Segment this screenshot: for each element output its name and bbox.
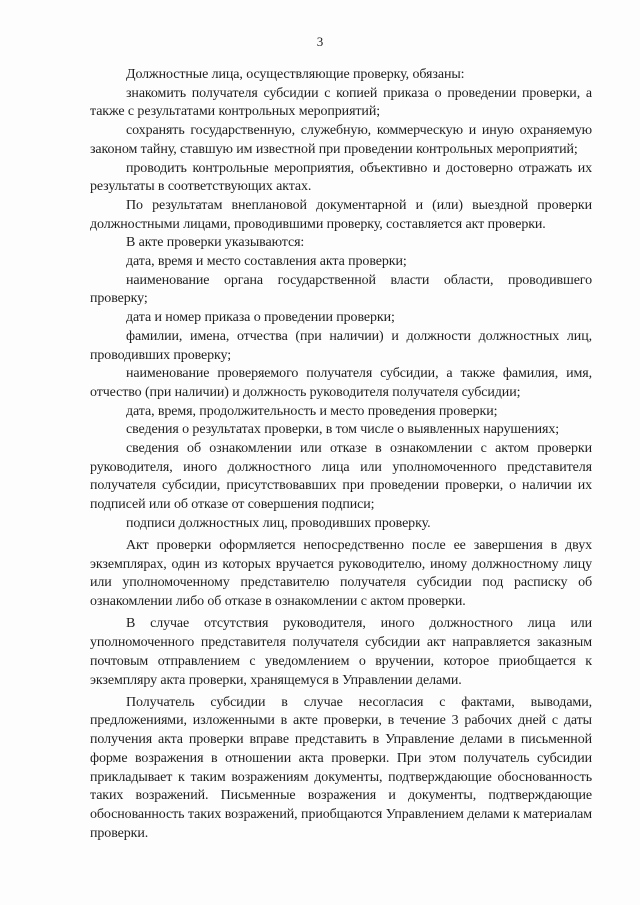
document-body xyxy=(90,66,592,843)
paragraph-keep-secret: сохранять государственную, служебную, коммерческую и иную охраняемую законом тайну, ставшую им известной при проведении контрольных мероприятий; xyxy=(90,123,592,157)
paragraph-conduct-objectively: проводить контрольные мероприятия, объективно и достоверно отражать их результаты в соответствующих актах. xyxy=(90,160,592,195)
paragraph-act-drawn-up: По результатам внеплановой документарной и (или) выездной проверки должностными лицами, проводившими проверку, составляется акт проверки. xyxy=(90,197,592,232)
paragraph-act-contents-heading: В акте проверки указываются: xyxy=(126,235,305,251)
paragraph-two-copies: Акт проверки оформляется непосредственно после ее завершения в двух экземплярах, один из которых вручается руководителю, иному должностному лицу или уполномоченному представителю получателя субсидии под расписку об ознакомлении либо об отказе в ознакомлении с актом проверки. xyxy=(90,538,592,610)
list-item-recipient-name: наименование проверяемого получателя субсидии, а также фамилия, имя, отчество (при наличии) и должность руководителя получателя субсидии; xyxy=(90,366,592,400)
page-number: 3 xyxy=(316,34,324,49)
paragraph-absence-mailing: В случае отсутствия руководителя, иного должностного лица или уполномоченного представителя получателя субсидии акт направляется заказным почтовым отправлением с уведомлением о вручении, которое приобщается к экземпляру акта проверки, хранящемуся в Управлении делами. xyxy=(90,616,592,688)
paragraph-objections: Получатель субсидии в случае несогласия с фактами, выводами, предложениями, изложенными в акте проверки, в течение 3 рабочих дней с даты получения акта проверки вправе представить в Управление делами в письменной форме возражения в отношении акта проверки. При этом получатель субсидии прикладывает к таким возражениям документы, подтверждающие обоснованность таких возражений. Письменные возражения и документы, подтверждающие обоснованность таких возражений, приобщаются Управлением делами к материалам проверки. xyxy=(90,694,592,841)
paragraph-officials-obliged: Должностные лица, осуществляющие проверку, обязаны: xyxy=(126,67,465,82)
list-item-inspection-duration: дата, время, продолжительность и место проведения проверки; xyxy=(126,403,498,419)
list-item-inspector-names: фамилии, имена, отчества (при наличии) и должности должностных лиц, проводивших проверку; xyxy=(90,328,592,363)
paragraph-familiarize: знакомить получателя субсидии с копией приказа о проведении проверки, а также с результатами контрольных мероприятий; xyxy=(90,85,592,120)
list-item-date-place: дата, время и место составления акта проверки; xyxy=(126,254,407,270)
list-item-order-number: дата и номер приказа о проведении проверки; xyxy=(126,310,395,326)
list-item-authority-name: наименование органа государственной власти области, проводившего проверку; xyxy=(90,272,592,307)
list-item-signatures: подписи должностных лиц, проводивших проверку. xyxy=(126,515,431,531)
list-item-results: сведения о результатах проверки, в том числе о выявленных нарушениях; xyxy=(126,422,560,438)
list-item-acknowledgement: сведения об ознакомлении или отказе в ознакомлении с актом проверки руководителя, иного должностного лица или уполномоченного представителя получателя субсидии, присутствовавших при проведении проверки, о наличии их подписей или об отказе от совершения подписи; xyxy=(90,441,592,513)
